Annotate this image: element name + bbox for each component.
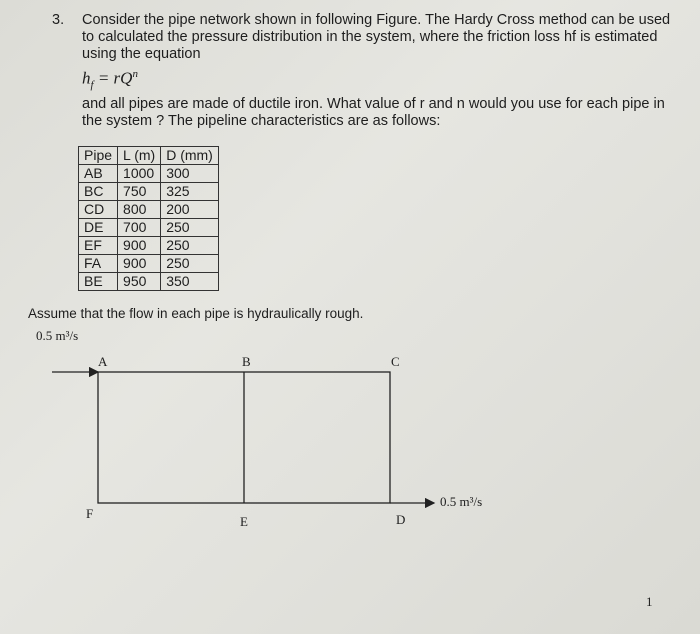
cell-diameter: 325 bbox=[161, 183, 219, 201]
node-A-label: A bbox=[98, 354, 108, 369]
cell-pipe: FA bbox=[79, 255, 118, 273]
node-C-label: C bbox=[391, 354, 400, 369]
friction-loss-equation: $h_f = rQ^n$ bbox=[82, 68, 138, 92]
page-number: 1 bbox=[646, 594, 653, 609]
hydraulic-assumption: Assume that the flow in each pipe is hydraulically rough. bbox=[28, 306, 364, 321]
node-B-label: B bbox=[242, 354, 251, 369]
question-intro: Consider the pipe network shown in following Figure. The Hardy Cross method can be used to calculated the pressure distribution in the system, where the friction loss hf is estimated using the equation bbox=[82, 12, 671, 62]
cell-diameter: 250 bbox=[161, 219, 219, 237]
col-header-pipe: Pipe bbox=[79, 147, 118, 165]
cell-pipe: BC bbox=[79, 183, 118, 201]
cell-pipe: DE bbox=[79, 219, 118, 237]
cell-pipe: AB bbox=[79, 165, 118, 183]
node-F-label: F bbox=[86, 506, 94, 521]
inflow-label: 0.5 m³/s bbox=[36, 328, 79, 343]
outflow-label: 0.5 m³/s bbox=[440, 494, 483, 509]
cell-diameter: 250 bbox=[161, 255, 219, 273]
cell-diameter: 250 bbox=[161, 237, 219, 255]
question-number: 3. bbox=[52, 12, 65, 28]
cell-length: 1000 bbox=[118, 165, 161, 183]
cell-length: 700 bbox=[118, 219, 161, 237]
cell-length: 950 bbox=[118, 273, 161, 291]
cell-diameter: 200 bbox=[161, 201, 219, 219]
cell-length: 800 bbox=[118, 201, 161, 219]
col-header-length: L (m) bbox=[118, 147, 161, 165]
cell-pipe: BE bbox=[79, 273, 118, 291]
cell-diameter: 300 bbox=[161, 165, 219, 183]
cell-diameter: 350 bbox=[161, 273, 219, 291]
cell-length: 750 bbox=[118, 183, 161, 201]
question-followup: and all pipes are made of ductile iron. What value of r and n would you use for each pipe in the system ? The pipeline characteristics are as follows: bbox=[82, 96, 665, 129]
node-D-label: D bbox=[396, 512, 406, 527]
cell-length: 900 bbox=[118, 255, 161, 273]
cell-length: 900 bbox=[118, 237, 161, 255]
cell-pipe: CD bbox=[79, 201, 118, 219]
col-header-diameter: D (mm) bbox=[161, 147, 219, 165]
cell-pipe: EF bbox=[79, 237, 118, 255]
node-E-label: E bbox=[240, 514, 248, 529]
